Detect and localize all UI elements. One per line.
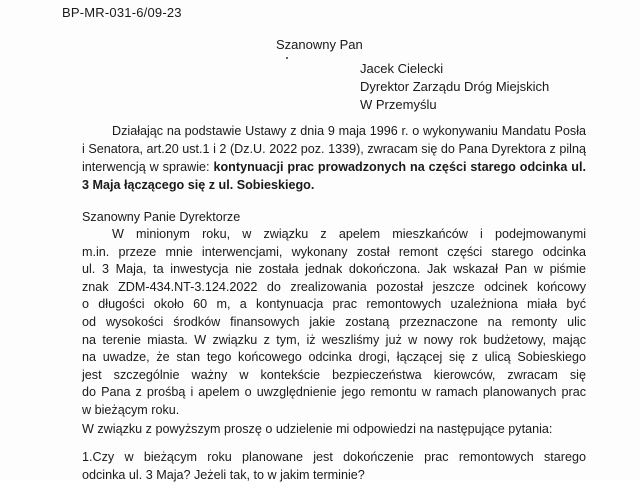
recipient-name: Jacek Cielecki bbox=[360, 61, 444, 76]
intro-paragraph bbox=[82, 122, 586, 194]
body-line: od wysokości środków finansowych jakie zostaną przeznaczone na remonty ulic bbox=[82, 314, 586, 329]
recipient-position: Dyrektor Zarządu Dróg Miejskich bbox=[360, 79, 550, 94]
followup-sentence: W związku z powyższym proszę o udzielenie mi odpowiedzi na następujące pytania: bbox=[82, 422, 553, 436]
reference-number: BP-MR-031-6/09-23 bbox=[62, 5, 182, 20]
salutation: Szanowny Pan bbox=[276, 37, 363, 52]
intro-text: Działając na podstawie Ustawy z dnia 9 maja 1996 r. o wykonywaniu Mandatu Posła i Senatora, art.20 ust.1 i 2 (Dz.U. 2022 poz. 1339), zwracam się do Pana Dyrektora z pilną interwencją w sprawie: bbox=[82, 124, 586, 174]
body-line: w bieżącym roku. bbox=[82, 402, 180, 417]
body-line: znak ZDM-434.NT-3.124.2022 do zrealizowania pozostał jeszcze odcinek końcowy bbox=[82, 279, 586, 294]
greeting: Szanowny Panie Dyrektorze bbox=[82, 210, 241, 224]
body-line: o długości około 60 m, a kontynuacja prac remontowych uzależniona miała być bbox=[82, 297, 586, 312]
intro-subject: kontynuacji prac prowadzonych na części starego odcinka ul. 3 Maja łączącego się z ul. Sobieskiego. bbox=[82, 160, 586, 192]
body-line: do Pana z prośbą i apelem o uwzględnienie jego remontu w ramach planowanych prac bbox=[82, 385, 586, 400]
body-line: na uwadze, że stan tego końcowego odcinka drogi, łączącej się z ulicą Sobieskiego bbox=[82, 350, 586, 365]
question-1 bbox=[82, 448, 586, 484]
recipient-city: W Przemyślu bbox=[360, 97, 437, 112]
recipient-block bbox=[360, 60, 549, 114]
body-line: W minionym roku, w związku z apelem mieszkańców i podejmowanymi bbox=[112, 227, 586, 241]
question-line: odcinka ul. 3 Maja? Jeżeli tak, to w jakim terminie? bbox=[82, 468, 365, 482]
body-line: ul. 3 Maja, ta inwestycja nie została jednak dokończona. Jak wskazał Pan w piśmie bbox=[82, 262, 586, 277]
ink-dot bbox=[286, 57, 288, 59]
body-line: jest szczególnie ważny w kontekście bezpieczeństwa kierowców, zwracam się bbox=[82, 367, 586, 382]
body-line: na terenie miasta. W związku z tym, iż weszliśmy już w nowy rok budżetowy, mając bbox=[82, 332, 586, 347]
body-line: m.in. przeze mnie interwencjami, wykonany został remont części starego odcinka bbox=[82, 244, 586, 259]
body-paragraph bbox=[82, 226, 586, 420]
question-line: 1.Czy w bieżącym roku planowane jest dokończenie prac remontowych starego bbox=[82, 450, 586, 464]
